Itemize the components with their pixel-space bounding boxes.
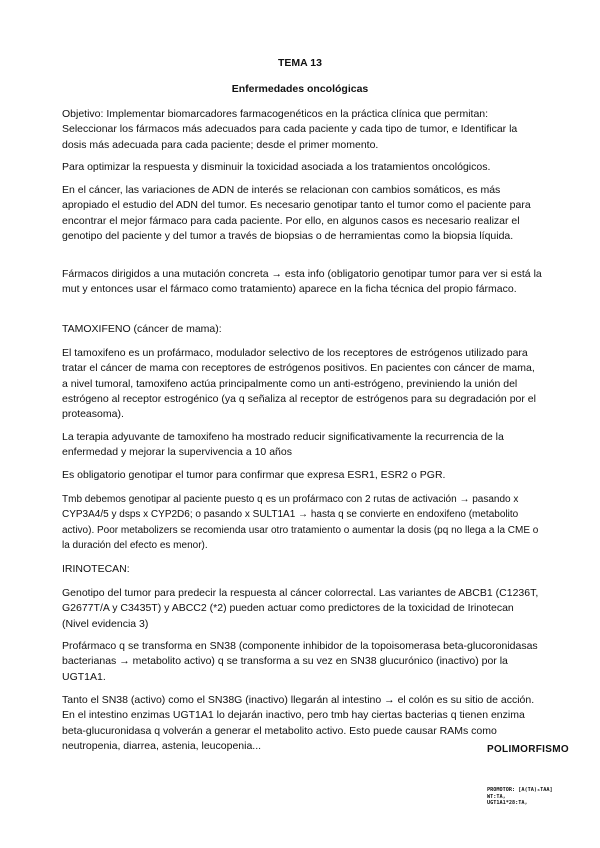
side-title-polimorfismo: POLIMORFISMO bbox=[487, 744, 569, 755]
heading-irinotecan: IRINOTECAN: bbox=[62, 563, 130, 575]
side-line-ugt1a1: UGT1A1*28:TA, bbox=[487, 800, 528, 806]
page-title: TEMA 13 bbox=[278, 57, 322, 69]
paragraph-genotipo-tumor: Genotipo del tumor para predecir la respuesta al cáncer colorrectal. Las variantes de ABCB1 (C1236T, G2677T/A y C3435T) y ABCC2 (*2) pueden actuar como predictores de la toxicidad de Irinotecan (Nivel evidencia 3) bbox=[62, 587, 539, 630]
paragraph-sn38-intestino: Tanto el SN38 (activo) como el SN38G (inactivo) llegarán al intestino → el colón es su sitio de acción. En el intestino enzimas UGT1A1 lo dejarán inactivo, pero tmb hay ciertas bacterias q tienen enzima beta-glucuronidasa q volverán a generar el metabolito activo. Esto puede causar RAMs como neutropenia, diarrea, astenia, leucopenia... bbox=[62, 694, 535, 752]
paragraph-genotipar-tumor: Es obligatorio genotipar el tumor para confirmar que expresa ESR1, ESR2 o PGR. bbox=[62, 469, 446, 481]
paragraph-farmacos-dirigidos: Fármacos dirigidos a una mutación concreta → esta info (obligatorio genotipar tumor para ver si está la mut y entonces usar el fármaco como tratamiento) aparece en la ficha técnica del propio fármaco. bbox=[62, 268, 542, 296]
paragraph-optimizar: Para optimizar la respuesta y disminuir la toxicidad asociada a los tratamientos oncológicos. bbox=[62, 161, 491, 173]
paragraph-objetivo: Objetivo: Implementar biomarcadores farmacogenéticos en la práctica clínica que permitan: Seleccionar los fármacos más adecuados para cada paciente y cada tipo de tumor, e Identificar la dosis más adecuada para cada paciente; desde el primer momento. bbox=[62, 108, 518, 151]
side-line-wt: WT:TA, bbox=[487, 794, 506, 800]
paragraph-adn-tumor: En el cáncer, las variaciones de ADN de interés se relacionan con cambios somáticos, es más apropiado el estudio del ADN del tumor. Es necesario genotipar tanto el tumor como el paciente para encontrar el mejor fármaco para cada paciente. Por ello, en algunos casos es necesario realizar el genotipo del paciente y del tumor a través de biopsias o de herramientas como la biopsia líquida. bbox=[62, 184, 531, 242]
paragraph-genotipar-paciente: Tmb debemos genotipar al paciente puesto q es un profármaco con 2 rutas de activación → pasando x CYP3A4/5 y dsps x CYP2D6; o pasando x SULT1A1 → hasta q se convierte en endoxifeno (metabolito activo). Poor metabolizers se recomienda usar otro tratamiento o aumentar la dosis (pq no llega a la CME o la duración del efecto es menor). bbox=[62, 494, 539, 551]
paragraph-tamoxifeno-def: El tamoxifeno es un profármaco, modulador selectivo de los receptores de estrógenos utilizado para tratar el cáncer de mama con receptores de estrógenos positivos. En pacientes con cáncer de mama, a nivel tumoral, tamoxifeno actúa principalmente como un anti-estrógeno, previniendo la unión del estrógeno al receptor estrogénico (ya q señaliza al receptor de estrógenos para su degradación por el proteasoma). bbox=[62, 347, 536, 421]
paragraph-terapia-adyuvante: La terapia adyuvante de tamoxifeno ha mostrado reducir significativamente la recurrencia de la enfermedad y mejorar la supervivencia a 10 años bbox=[62, 431, 504, 459]
paragraph-profarmaco-sn38: Profármaco q se transforma en SN38 (componente inhibidor de la topoisomerasa beta-glucoronidasas bacterianas → metabolito activo) q se transforma a su vez en SN38 glucurónico (inactivo) por la UGT1A1. bbox=[62, 640, 538, 683]
page-subtitle: Enfermedades oncológicas bbox=[231, 83, 369, 95]
heading-tamoxifeno: TAMOXIFENO (cáncer de mama): bbox=[62, 323, 222, 335]
side-line-promotor: PROMOTOR: [A(TA)₆TAA] bbox=[487, 787, 553, 793]
